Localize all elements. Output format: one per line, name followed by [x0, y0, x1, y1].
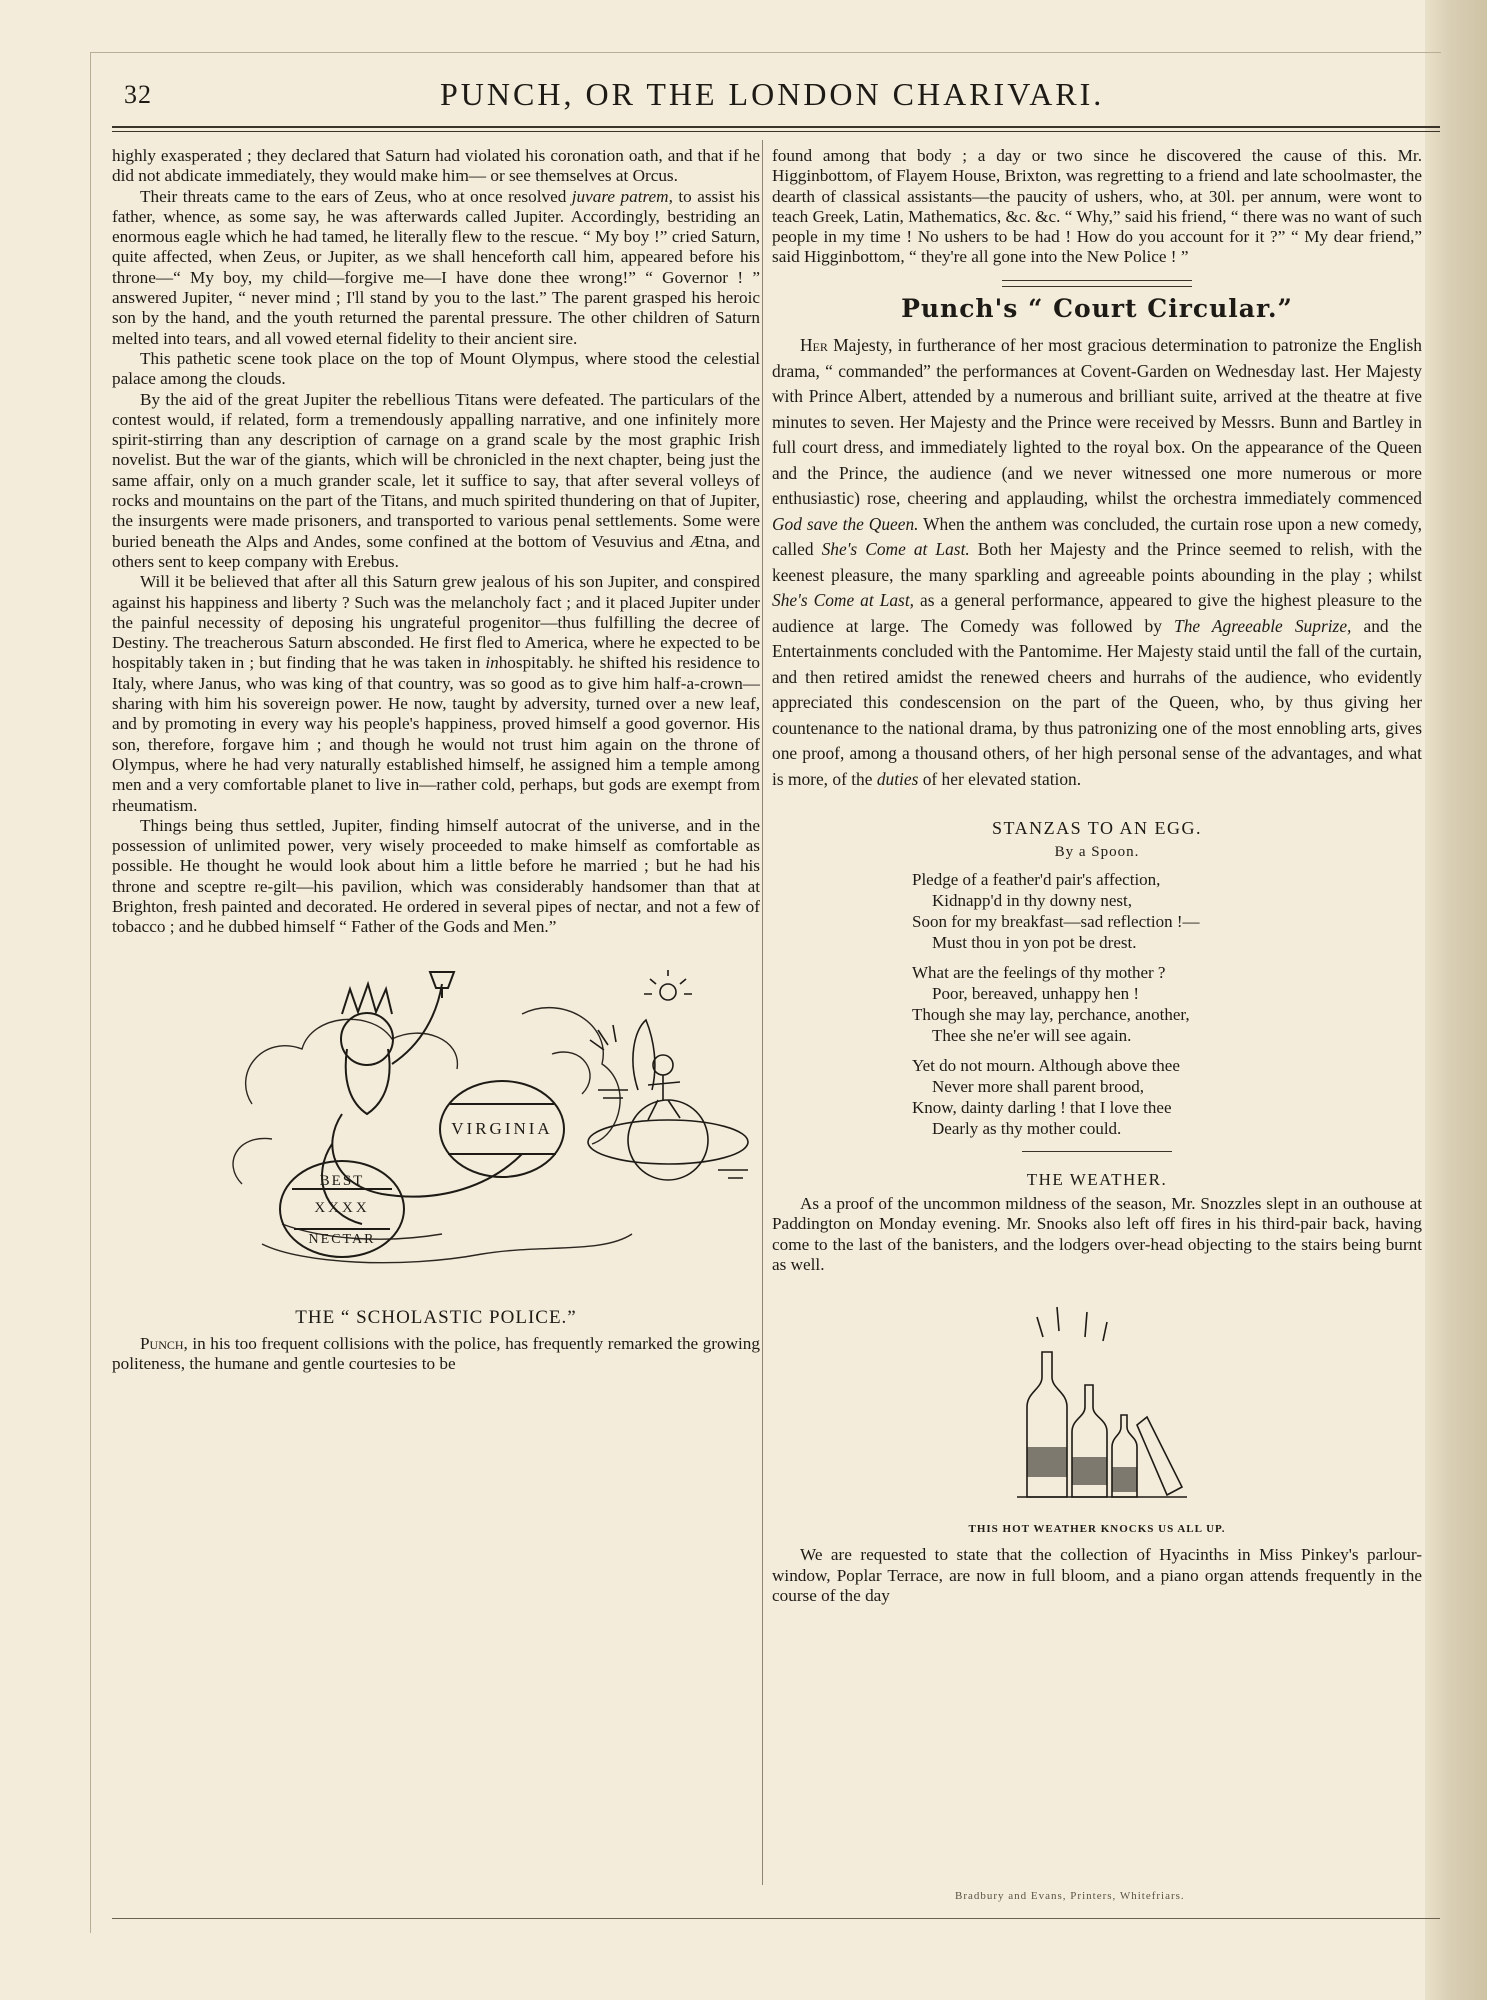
byline: By a Spoon. [1054, 844, 1140, 861]
barrel-label: BEST [319, 1172, 365, 1189]
section-separator [1002, 280, 1192, 287]
paragraph: This pathetic scene took place on the top of Mount Olympus, where stood the celestial palace among the clouds. [112, 348, 760, 389]
header-rule [112, 126, 1440, 128]
bottles-illustration [997, 1297, 1197, 1507]
masthead-title: PUNCH, OR THE LONDON CHARIVARI. [440, 76, 1105, 112]
poem-line: Poor, bereaved, unhappy hen ! [932, 983, 1140, 1003]
paragraph [112, 187, 760, 349]
text-run: in his too frequent collisions with the police, has frequently remarked the growing politeness, the humane and gentle courtesies to be [112, 1333, 760, 1374]
paragraph: By the aid of the great Jupiter the rebellious Titans were defeated. The particulars of the contest would, if related, form a tremendously appalling narrative, and one infinitely more spirit-stirring than any description of carnage on a grand scale by the most graphic Irish novelist. But the war of the giants, which will be chronicled in the next chapter, being just the same affair, only on a much grander scale, let it suffice to say, that after several volleys of rocks and mountains on the part of the Titans, and much spirited thundering on that of Jupiter, the insurgents were made prisoners, and transported to various penal settlements. Some were buried beneath the Alps and Andes, some confined at the bottom of Vesuvius and Ætna, and others sent to keep company with Erebus. [112, 389, 760, 571]
poem-stanza [912, 1055, 1422, 1139]
italic-text: duties [876, 768, 919, 789]
illustration-caption: THIS HOT WEATHER KNOCKS US ALL UP. [968, 1523, 1226, 1536]
latin-phrase: juvare patrem, [571, 186, 673, 206]
section-title-court-circular: Punch's “ Court Circular.” [901, 293, 1293, 323]
text-run: When the anthem was concluded, the curtain rose upon a new comedy, called [772, 513, 1422, 560]
saturn-planet-illustration [568, 970, 758, 1200]
text-run: and the Entertainments concluded with the Pantomime. Her Majesty staid until the fall of the curtain, and then retired amidst the renewed cheers and hurrahs of the audience, who evidently appreciated this condescension on the part of the Queen, who, by thus giving her countenance to the national drama, by thus patronizing one of the most ennobling arts, gives one proof, among a thousand others, of her high personal sense of the advantages, and what is more, of the [772, 615, 1422, 789]
text-run: Majesty, in furtherance of her most gracious determination to patronize the English drama, “ commanded” the performances at Covent-Garden on Wednesday last. Her Majesty with Prince Albert, attended by a numerous and brilliant suite, arrived at the theatre at five minutes to seven. Her Majesty and the Prince were received by Messrs. Bunn and Bartley in full court dress, and immediately lighted to the royal box. On the appearance of the Queen and the Prince, the audience (and we never witnessed one more numerous or more enthusiastic) rose, cheering and applauding, whilst the orchestra immediately commenced [772, 335, 1422, 509]
paragraph: Things being thus settled, Jupiter, finding himself autocrat of the universe, and in the possession of unlimited power, very wisely proceeded to make himself as comfortable as possible. He thought he would look about him a little before he married ; but he had his throne and sceptre re-gilt—his pavilion, which was considerably handsomer than that at Brighton, fresh painted and decorated. He ordered in several pipes of nectar, and not a few of tobacco ; and he dubbed himself “ Father of the Gods and Men.” [112, 815, 760, 937]
page-header [120, 76, 1440, 116]
page-number: 32 [124, 80, 152, 109]
section-title-scholastic-police: THE “ SCHOLASTIC POLICE.” [295, 1306, 577, 1328]
column-divider [762, 140, 763, 1885]
italic-text: She's Come at Last, [772, 590, 915, 611]
poem-line: Though she may lay, perchance, another, [912, 1004, 1190, 1024]
paragraph: We are requested to state that the collection of Hyacinths in Miss Pinkey's parlour-window, Poplar Terrace, are now in full bloom, and a piano organ attends frequently in the course of the day [772, 1545, 1422, 1606]
poem-line: Never more shall parent brood, [932, 1076, 1144, 1096]
footer-rule [112, 1918, 1440, 1919]
italic-text: She's Come at Last. [821, 539, 970, 560]
paragraph [772, 333, 1422, 792]
poem-line: Kidnapp'd in thy downy nest, [932, 890, 1132, 910]
italic-text: in [485, 653, 499, 673]
text-run: Both her Majesty and the Prince seemed to relish, with the keenest pleasure, the many sparkling and agreeable points abounding in the play ; whilst [772, 539, 1422, 585]
printer-imprint: Bradbury and Evans, Printers, Whitefriars. [955, 1890, 1185, 1902]
poem-line: Soon for my breakfast—sad reflection !— [912, 911, 1200, 931]
poem-line: Thee she ne'er will see again. [932, 1025, 1132, 1045]
poem-line: Pledge of a feather'd pair's affection, [912, 869, 1161, 889]
poem-stanza [912, 962, 1422, 1046]
barrel-label: NECTAR [308, 1231, 376, 1247]
court-circular-article [772, 333, 1422, 792]
section-separator [1022, 1151, 1172, 1152]
text-run: Will it be believed that after all this Saturn grew jealous of his son Jupiter, and conspired against his happiness and liberty ? Such was the melancholy fact ; and it placed Jupiter under the painful necessity of deposing his ungrateful progenitor—thus fulfilling the decree of Destiny. The treacherous Saturn absconded. He first fled to America, where he expected to be hospitably taken in ; but finding that he was taken in [112, 572, 760, 673]
poem-line: What are the feelings of thy mother ? [912, 962, 1166, 982]
poem-line: Dearly as thy mother could. [932, 1118, 1122, 1138]
italic-text: The Agreeable Suprize, [1174, 615, 1352, 636]
right-column [772, 146, 1422, 1606]
poem-line: Must thou in yon pot be drest. [932, 932, 1137, 952]
poem-stanza [912, 869, 1422, 953]
section-title-weather: THE WEATHER. [1026, 1169, 1168, 1189]
poem [912, 869, 1422, 1139]
text-run: hospitably. he shifted his residence to Italy, where Janus, who was king of that country, was so good as to give him half-a-crown—sharing with him his sovereign power. He now, taught by adversity, turned over a new leaf, and by promoting in every way his people's happiness, proved himself a good governor. His son, therefore, forgave him ; and though he would not trust him again on the throne of Olympus, where he had very naturally established himself, he assigned him a temple among men and a very comfortable planet to live in—rather cold, perhaps, but gods are exempt from rheumatism. [112, 653, 761, 815]
poem-line: Yet do not mourn. Although above thee [912, 1055, 1180, 1075]
header-rule-thin [112, 131, 1440, 132]
text-run: as a general performance, appeared to give the highest pleasure to the audience at large. The Comedy was followed by [772, 590, 1422, 636]
barrel-label: VIRGINIA [451, 1118, 553, 1138]
text-run: to assist his father, whence, as some say, he was afterwards called Jupiter. Accordingly, bestriding an enormous eagle which he had tamed, he literally flew to the rescue. “ My boy !” cried Saturn, quite affected, when Zeus, or Jupiter, as we shall henceforth call him, appeared before his throne—“ My boy, my child—forgive me—I have done thee wrong!” “ Governor ! ” answered Jupiter, “ never mind ; I'll stand by you to the last.” The parent grasped his heroic son by the hand, and the youth returned the parental pressure. The other children of Saturn melted into tears, and all vowed eternal fidelity to their ancient sire. [112, 186, 761, 348]
section-title-stanzas: STANZAS TO AN EGG. [992, 818, 1202, 839]
text-run: Their threats came to the ears of Zeus, who at once resolved [140, 186, 572, 206]
poem-line: Know, dainty darling ! that I love thee [912, 1097, 1172, 1117]
barrel-label: XXXX [314, 1199, 370, 1216]
text-run: of her elevated station. [918, 768, 1082, 789]
paragraph [112, 1334, 760, 1375]
lead-word: Punch, [140, 1333, 188, 1353]
italic-text: God save the Queen. [772, 513, 919, 534]
lead-word: Her [800, 335, 828, 356]
paragraph [112, 572, 760, 816]
paragraph: As a proof of the uncommon mildness of the season, Mr. Snozzles slept in an outhouse at Paddington on Monday evening. Mr. Snooks also left off fires in his third-pair back, having come to the last of the banisters, and the lodgers over-head objecting to the stairs being burnt as well. [772, 1193, 1422, 1274]
paragraph: highly exasperated ; they declared that Saturn had violated his coronation oath, and that if he did not abdicate immediately, they would make him— or see themselves at Orcus. [112, 146, 760, 186]
paragraph: found among that body ; a day or two since he discovered the cause of this. Mr. Higginbottom, of Flayem House, Brixton, was regretting to a friend and late schoolmaster, the dearth of classical assistants—the paucity of ushers, who, at 30l. per annum, were wont to teach Greek, Latin, Mathematics, &c. &c. “ Why,” said his friend, “ there was no want of such people in my time ! No ushers to be had ! How do you account for it ?” “ My dear friend,” said Higginbottom, “ they're all gone into the New Police ! ” [772, 146, 1422, 267]
